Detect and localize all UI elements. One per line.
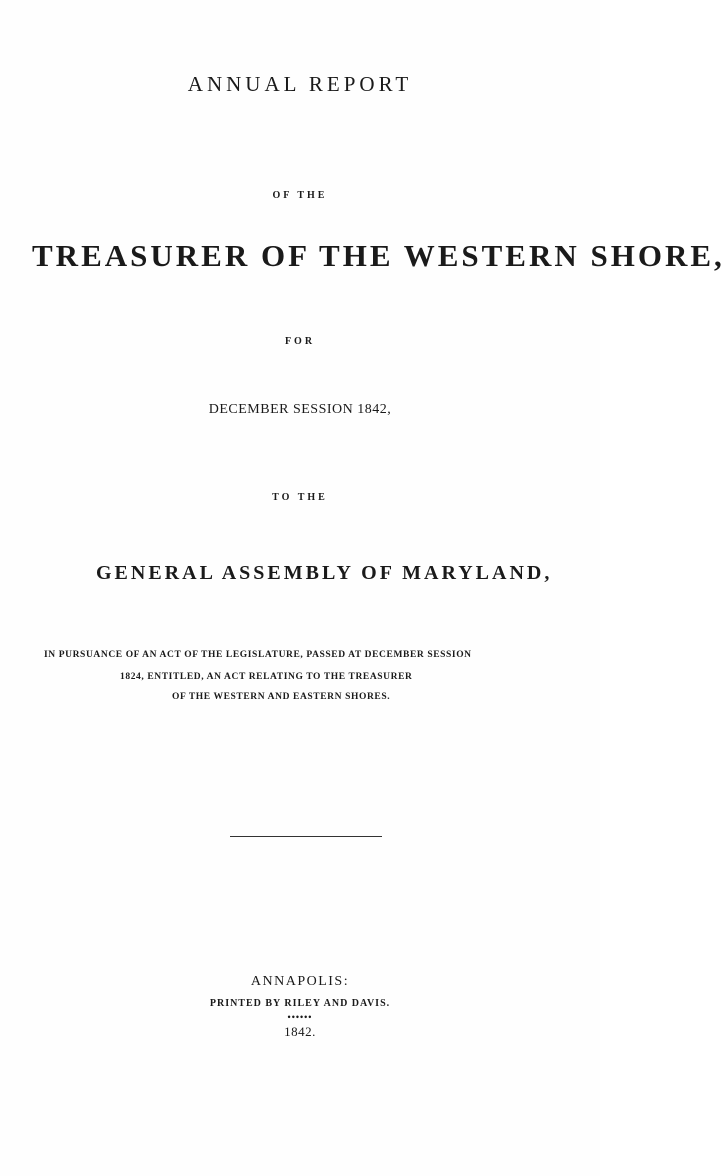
of-the-text: OF THE [272, 190, 328, 201]
session-text: DECEMBER SESSION 1842, [208, 402, 392, 417]
annual-report-heading: ANNUAL REPORT [187, 72, 413, 96]
imprint-year: 1842. [284, 1024, 316, 1039]
imprint-printer: PRINTED BY RILEY AND DAVIS. [209, 998, 391, 1009]
treasurer-title: TREASURER OF THE WESTERN SHORE, [32, 238, 725, 273]
imprint-ornament: •••••• [287, 1012, 313, 1022]
for-text: FOR [284, 336, 316, 347]
pursuance-line-3: OF THE WESTERN AND EASTERN SHORES. [172, 692, 391, 702]
divider-rule [230, 836, 382, 837]
to-the-text: TO THE [272, 492, 328, 503]
general-assembly-title: GENERAL ASSEMBLY OF MARYLAND, [96, 562, 553, 584]
imprint-city: ANNAPOLIS: [250, 974, 350, 989]
pursuance-line-2: 1824, ENTITLED, AN ACT RELATING TO THE TREASURER [120, 672, 413, 682]
pursuance-line-1: IN PURSUANCE OF AN ACT OF THE LEGISLATURE, PASSED AT DECEMBER SESSION [44, 650, 472, 660]
